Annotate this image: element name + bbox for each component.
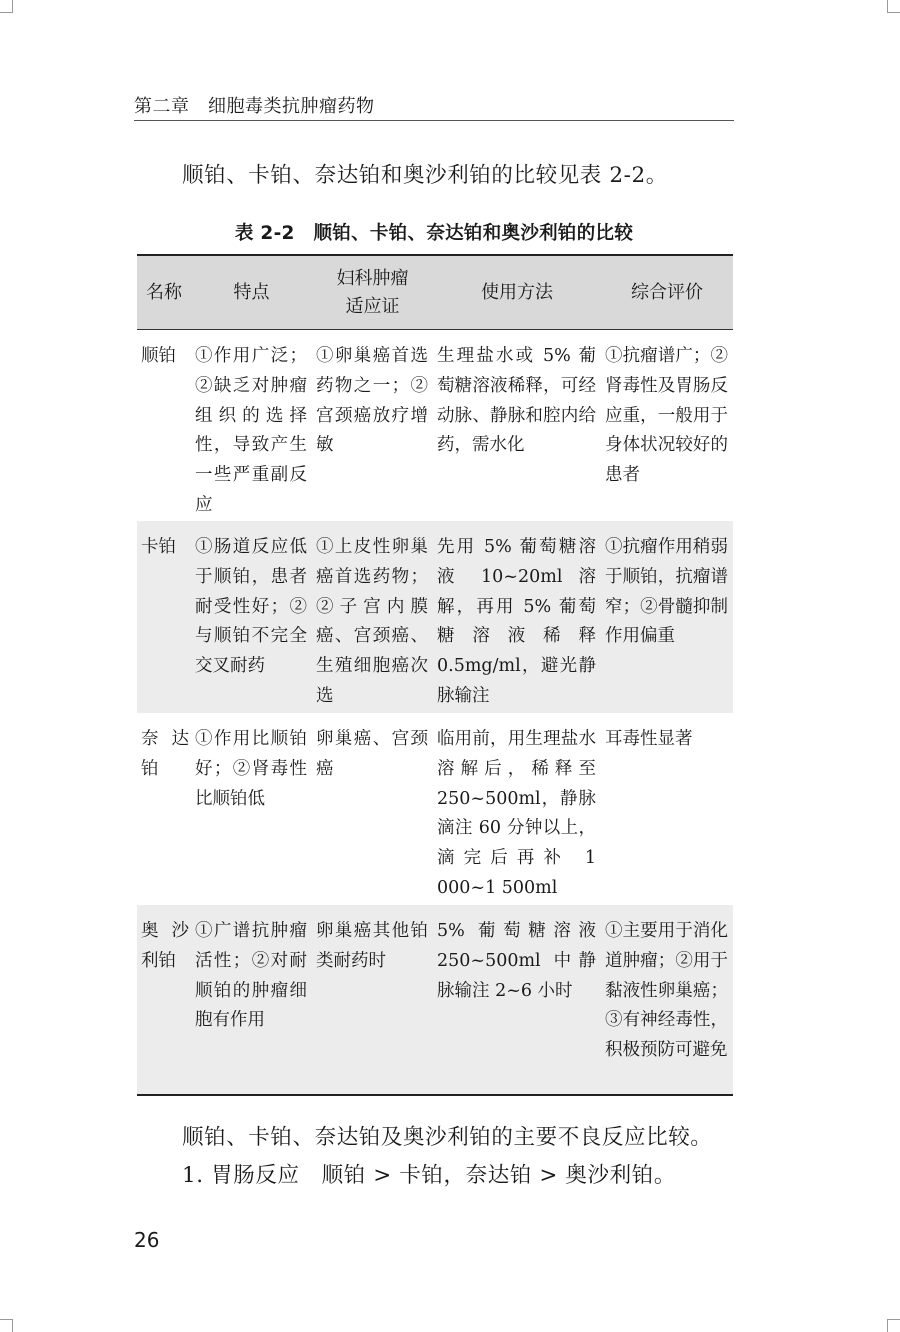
cell-indication: 卵巢癌其他铂类耐药时 — [316, 921, 428, 971]
cell-usage: 临用前，用生理盐水溶解后，稀释至 250~500ml，静脉滴注 60 分钟以上，滴完后再补 1 000~1 500ml — [437, 729, 596, 898]
cell-evaluation: 耳毒性显著 — [605, 729, 693, 749]
header-features: 特点 — [233, 281, 270, 303]
header-indication — [312, 256, 433, 329]
cell-name: 奥沙利铂 — [141, 921, 189, 971]
crop-mark-bottom-left — [0, 1319, 13, 1332]
table-row — [137, 713, 733, 905]
cell-features: ①肠道反应低于顺铂，患者耐受性好；②与顺铂不完全交叉耐药 — [195, 537, 307, 677]
crop-mark-top-right — [887, 0, 900, 13]
cell-usage: 生理盐水或 5% 葡萄糖溶液稀释，可经动脉、静脉和腔内给药，需水化 — [437, 346, 596, 456]
cell-name: 奈达铂 — [141, 729, 189, 779]
cell-usage: 5% 葡萄糖溶液 250~500ml 中静脉输注 2~6 小时 — [437, 921, 596, 1001]
header-usage: 使用方法 — [481, 281, 553, 303]
crop-mark-bottom-right — [887, 1319, 900, 1332]
crop-mark-top-left — [0, 0, 13, 13]
cell-indication: ①上皮性卵巢癌首选药物；②子宫内膜癌、宫颈癌、生殖细胞癌次选 — [316, 537, 428, 706]
cell-features: ①作用比顺铂好；②肾毒性比顺铂低 — [195, 729, 307, 809]
header-evaluation: 综合评价 — [631, 281, 703, 303]
comparison-table — [137, 254, 733, 1096]
header-indication-line1: 妇科肿瘤 — [336, 267, 409, 289]
header-indication-line2: 适应证 — [345, 295, 400, 317]
cell-evaluation: ①抗瘤作用稍弱于顺铂，抗瘤谱窄；②骨髓抑制作用偏重 — [605, 537, 728, 647]
cell-evaluation: ①抗瘤谱广；②肾毒性及胃肠反应重，一般用于身体状况较好的患者 — [605, 346, 728, 486]
cell-indication: ①卵巢癌首选药物之一；②宫颈癌放疗增敏 — [316, 346, 428, 456]
cell-features: ①作用广泛；②缺乏对肿瘤组织的选择性，导致产生一些严重副反应 — [195, 346, 307, 515]
cell-evaluation: ①主要用于消化道肿瘤；②用于黏液性卵巢癌；③有神经毒性，积极预防可避免 — [605, 921, 728, 1061]
intro-paragraph: 顺铂、卡铂、奈达铂和奥沙利铂的比较见表 2-2。 — [182, 163, 668, 188]
running-header: 第二章 细胞毒类抗肿瘤药物 — [134, 96, 375, 117]
table-row — [137, 905, 733, 1094]
page-number: 26 — [134, 1228, 160, 1252]
cell-name: 卡铂 — [141, 537, 176, 557]
table-row — [137, 330, 733, 521]
cell-usage: 先用 5% 葡萄糖溶液 10~20ml 溶解，再用 5% 葡萄糖溶液稀释 0.5mg/ml，避光静脉输注 — [437, 537, 596, 706]
cell-name: 顺铂 — [141, 346, 176, 366]
after-paragraph: 顺铂、卡铂、奈达铂及奥沙利铂的主要不良反应比较。 — [182, 1125, 713, 1150]
cell-features: ①广谱抗肿瘤活性；②对耐顺铂的肿瘤细胞有作用 — [195, 921, 307, 1031]
header-rule — [134, 120, 734, 121]
table-caption: 表 2-2 顺铂、卡铂、奈达铂和奥沙利铂的比较 — [234, 223, 634, 244]
table-header-row — [137, 256, 733, 330]
cell-indication: 卵巢癌、宫颈癌 — [316, 729, 428, 779]
header-name: 名称 — [146, 281, 182, 303]
table-row — [137, 521, 733, 713]
list-item-gi-reaction: 1. 胃肠反应 顺铂 > 卡铂，奈达铂 > 奥沙利铂。 — [182, 1163, 676, 1188]
